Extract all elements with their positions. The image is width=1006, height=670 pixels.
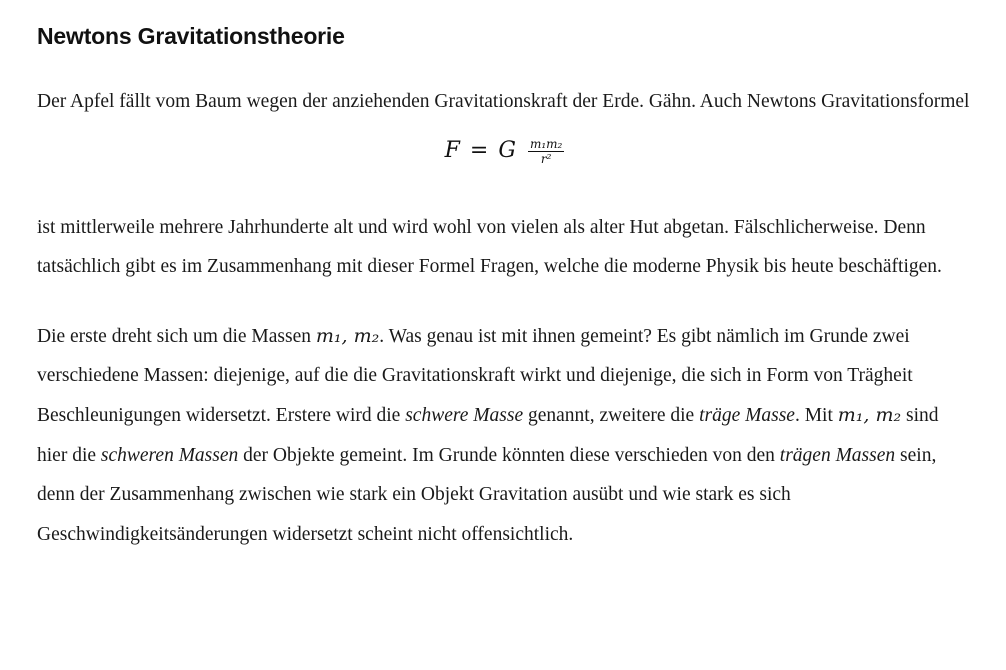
- masses-text-1: Die erste dreht sich um die Massen: [37, 325, 316, 347]
- masses-text-5: sind hier die: [37, 404, 939, 466]
- page-title: Newtons Gravitationstheorie: [37, 23, 345, 49]
- formula-denominator: r²: [540, 151, 552, 166]
- gravitation-formula: [37, 138, 972, 198]
- formula-force: F: [444, 138, 460, 164]
- emphasis-inert-mass: träge Masse: [699, 404, 795, 426]
- formula-equals: =: [469, 138, 489, 164]
- emphasis-heavy-masses: schweren Massen: [100, 444, 239, 466]
- formula-constant: G: [498, 138, 516, 164]
- masses-text-7: sein, denn der Zusammenhang zwischen wie stark ein Objekt Gravitation ausübt und wie stark es sich Geschwindigkeitsänderungen widersetzt scheint nicht offensichtlich.: [37, 444, 937, 545]
- masses-math-1: m₁, m₂: [315, 324, 380, 347]
- masses-math-2: m₁, m₂: [837, 403, 902, 426]
- formula-expression: [445, 138, 565, 165]
- emphasis-heavy-mass: schwere Masse: [405, 404, 524, 426]
- emphasis-inert-masses: trägen Massen: [779, 444, 896, 466]
- masses-text-6: der Objekte gemeint. Im Grunde könnten diese verschieden von den: [238, 444, 780, 466]
- history-paragraph: ist mittlerweile mehrere Jahrhunderte alt und wird wohl von vielen als alter Hut abgetan. Fälschlicherweise. Denn tatsächlich gibt es im Zusammenhang mit dieser Formel Fragen, welche die moderne Physik bis heute beschäftigen.: [37, 216, 942, 278]
- masses-text-2: . Was genau ist mit ihnen gemeint? Es gibt nämlich im Grunde zwei verschiedene Massen: diejenige, auf die die Gravitationskraft wirkt und diejenige, die sich in Form von Trägheit Beschleunigungen widersetzt. Erstere wird die: [37, 325, 913, 426]
- formula-numerator: m₁m₂: [529, 136, 563, 151]
- article: [37, 18, 972, 554]
- masses-text-4: . Mit: [794, 404, 838, 426]
- formula-fraction: [528, 138, 564, 165]
- masses-text-3: genannt, zweitere die: [523, 404, 700, 426]
- masses-paragraph: [37, 317, 972, 555]
- intro-paragraph: Der Apfel fällt vom Baum wegen der anziehenden Gravitationskraft der Erde. Gähn. Auch Newtons Gravitationsformel: [37, 91, 970, 112]
